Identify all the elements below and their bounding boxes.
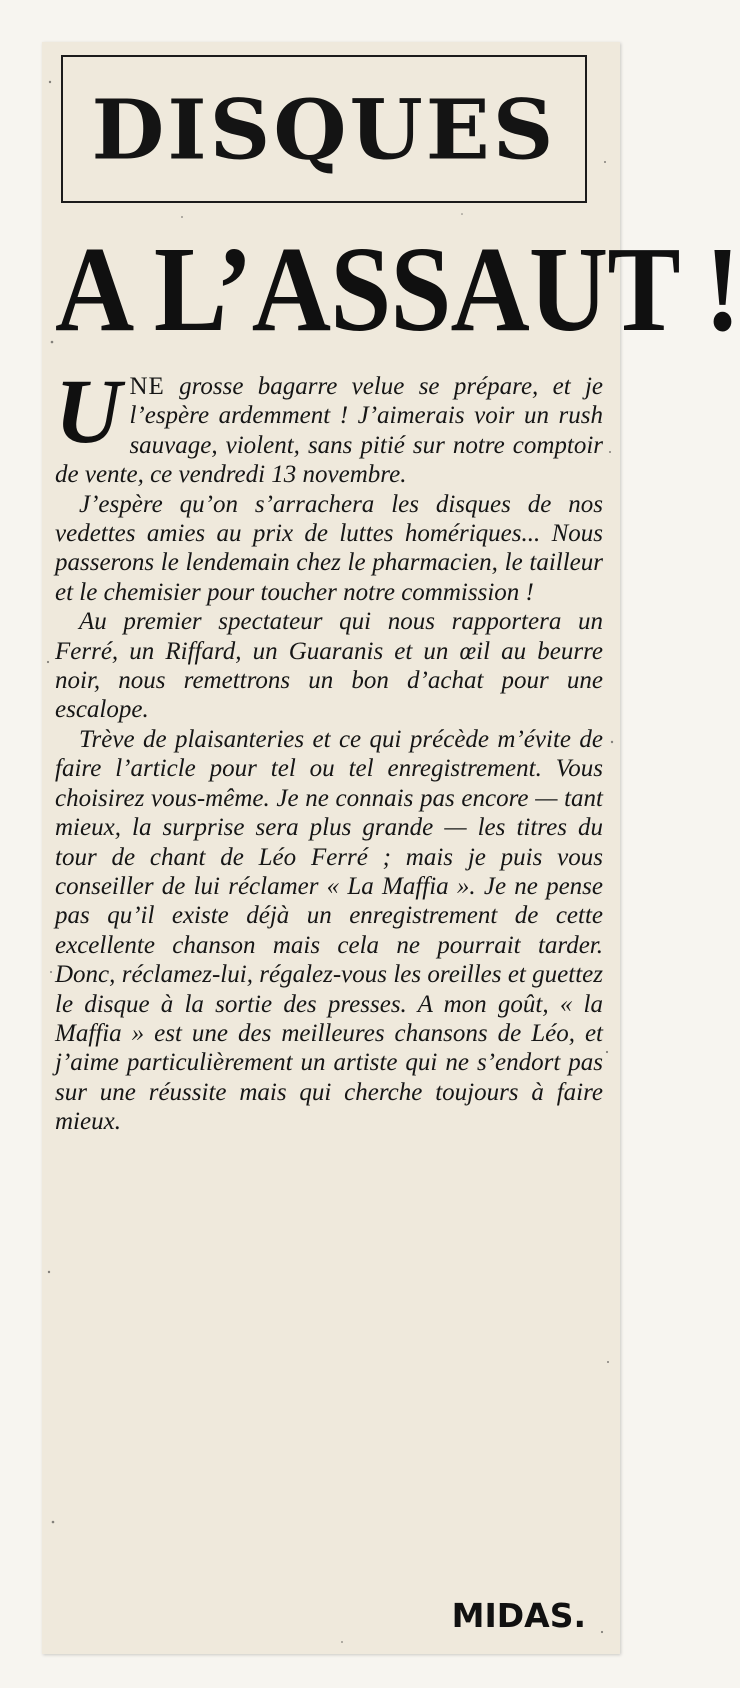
article-paragraph: Au premier spectateur qui nous rapportera un Ferré, un Riffard, un Guaranis et un œil au beurre noir, nous remettrons un bon d’achat pour une escalope. [55, 608, 603, 724]
paragraph-text: grosse bagarre velue se prépare, et je l’espère ardemment ! J’aimerais voir un rush sauvage, violent, sans pitié sur notre comptoir de vente, ce vendredi 13 novembre. [55, 373, 603, 489]
lead-caps: NE [129, 373, 165, 400]
article-paragraph [55, 360, 603, 490]
newspaper-clipping [42, 42, 740, 1654]
section-title: DISQUES [91, 81, 557, 179]
drop-cap: U [55, 360, 122, 462]
article-body [55, 360, 603, 1137]
section-header-box [61, 55, 587, 203]
article-paragraph: J’espère qu’on s’arrachera les disques de nos vedettes amies au prix de luttes homériques... Nous passerons le lendemain chez le pharmacien, le tailleur et le chemisier pour toucher notre commission ! [55, 490, 603, 606]
author-signature: MIDAS. [451, 1596, 586, 1635]
article-headline: A L’ASSAUT ! [55, 222, 740, 357]
article-paragraph: Trève de plaisanteries et ce qui précède m’évite de faire l’article pour tel ou tel enregistrement. Vous choisirez vous-même. Je ne connais pas encore — tant mieux, la surprise sera plus grande — les titres du tour de chant de Léo Ferré ; mais je puis vous conseiller de lui réclamer « La Maffia ». Je ne pense pas qu’il existe déjà un enregistrement de cette excellente chanson mais cela ne pourrait tarder. Donc, réclamez-lui, régalez-vous les oreilles et guettez le disque à la sortie des presses. A mon goût, « la Maffia » est une des meilleures chansons de Léo, et j’aime particulièrement un artiste qui ne s’endort pas sur une réussite mais qui cherche toujours à faire mieux. [55, 725, 603, 1136]
